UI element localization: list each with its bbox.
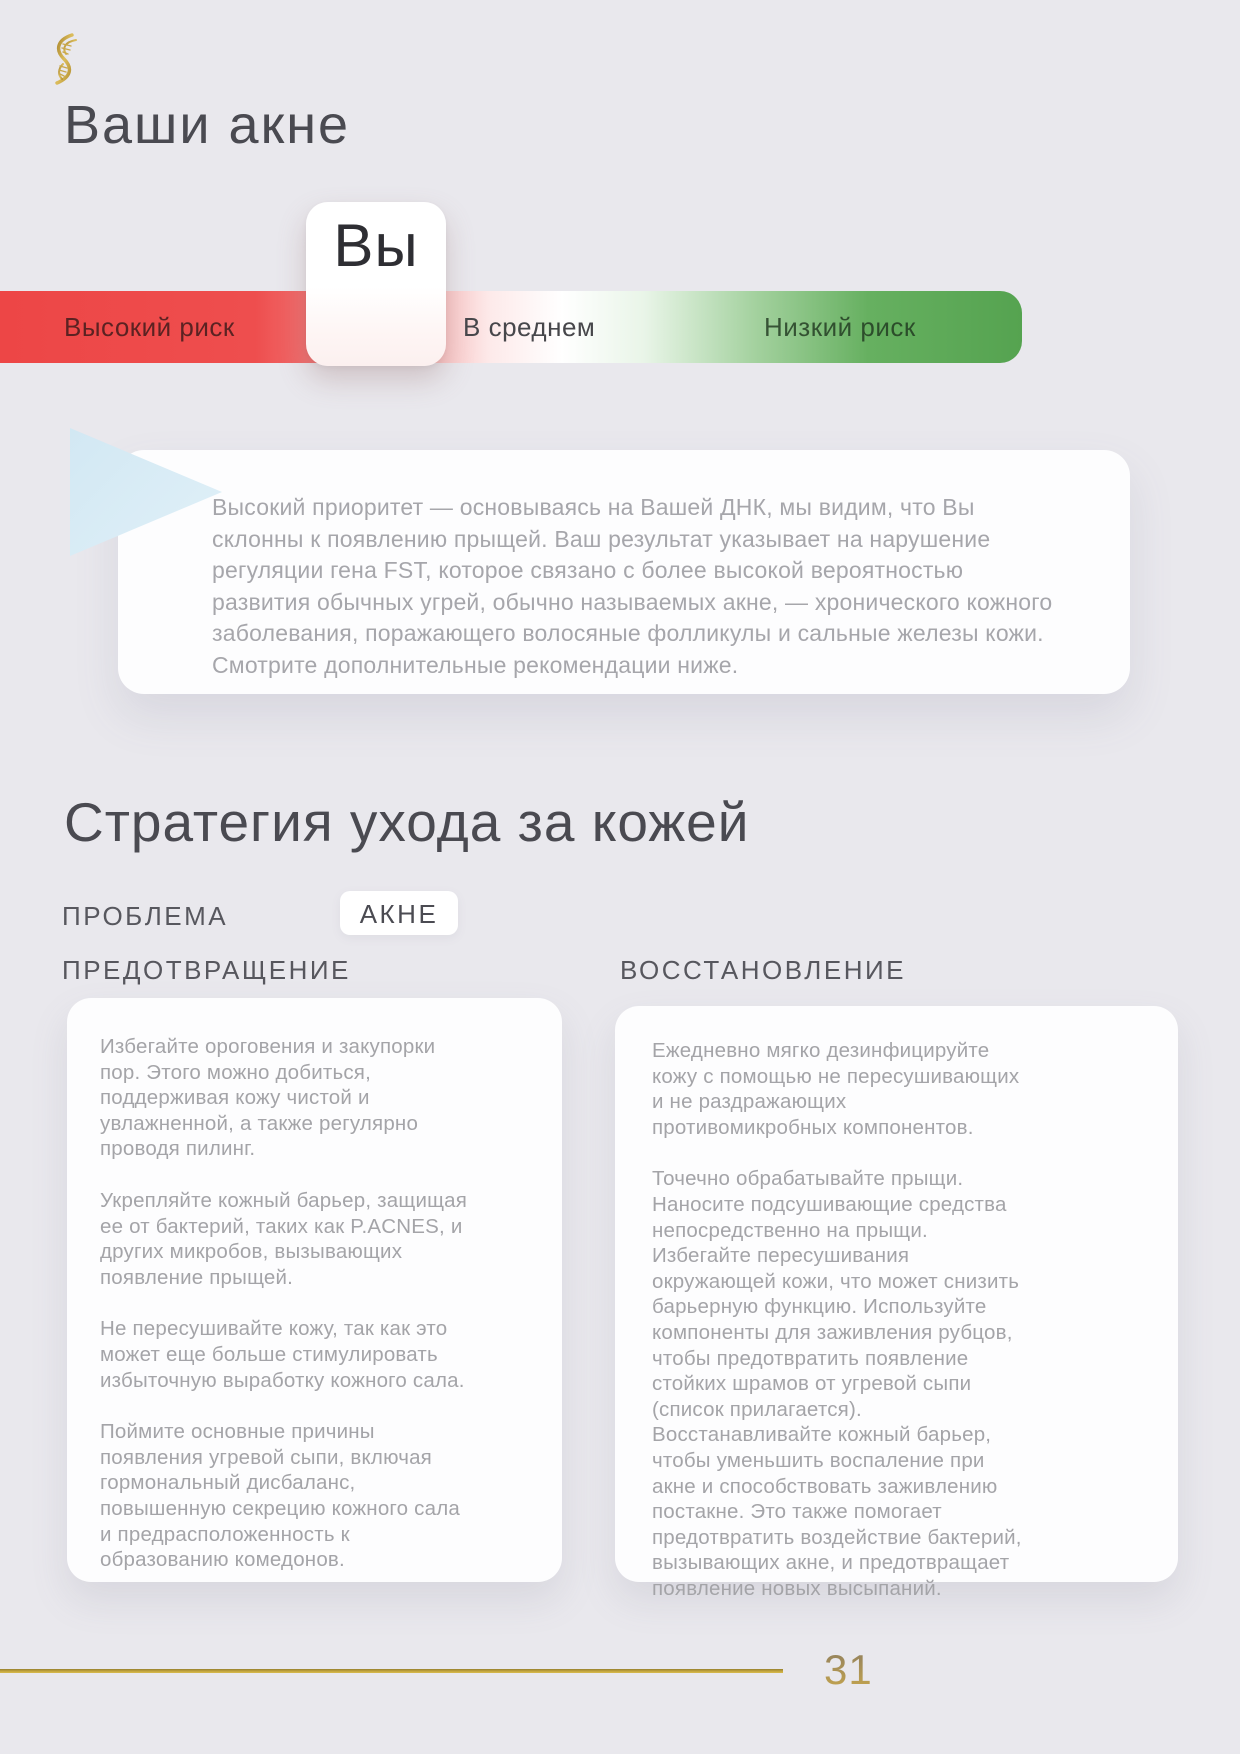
- footer-divider: [0, 1669, 783, 1673]
- column-heading-prevention: ПРЕДОТВРАЩЕНИЕ: [62, 955, 351, 985]
- section-title: Стратегия ухода за кожей: [64, 791, 750, 853]
- page-number: 31: [824, 1646, 873, 1693]
- recovery-card: [615, 1006, 1178, 1600]
- risk-marker-card: [306, 202, 446, 366]
- problem-value-badge: АКНЕ: [340, 891, 458, 935]
- page-title: Ваши акне: [64, 95, 351, 155]
- risk-marker-label: Вы: [333, 212, 419, 279]
- card-paragraph: Поймите основные причины появления угревой сыпи, включая гормональный дисбаланс, повышенную секрецию кожного сала и предрасположенность к образованию комедонов.: [100, 1420, 460, 1572]
- summary-text: Высокий приоритет — основываясь на Вашей ДНК, мы видим, что Вы склонны к появлению прыщей. Ваш результат указывает на нарушение регуляции гена FST, которое связано с более высокой вероятностью развития обычных угрей, обычно называемых акне, — хронического кожного заболевания, поражающего волосяные фолликулы и сальные железы кожи. Смотрите дополнительные рекомендации ниже.: [212, 494, 1053, 678]
- prevention-card: [67, 998, 562, 1582]
- card-paragraph: Укрепляйте кожный барьер, защищая ее от бактерий, таких как P.ACNES, и других микробов, вызывающих появление прыщей.: [100, 1188, 468, 1289]
- card-paragraph: Ежедневно мягко дезинфицируйте кожу с помощью не пересушивающих и не раздражающих противомикробных компонентов.: [652, 1039, 1020, 1139]
- dna-helix-icon: [50, 33, 80, 85]
- risk-gradient-bar: [0, 291, 1022, 363]
- risk-label-low: Низкий риск: [764, 312, 916, 342]
- card-paragraph: Избегайте ороговения и закупорки пор. Этого можно добиться, поддерживая кожу чистой и увлажненной, а также регулярно проводя пилинг.: [100, 1035, 436, 1161]
- risk-label-high: Высокий риск: [64, 312, 235, 342]
- recovery-text: [652, 1038, 1024, 1627]
- card-paragraph: Точечно обрабатывайте прыщи. Наносите подсушивающие средства непосредственно на прыщи. Избегайте пересушивания окружающей кожи, что может снизить барьерную функцию. Используйте компоненты для заживления рубцов, чтобы предотвратить появление стойких шрамов от угревой сыпи (список прилагается). Восстанавливайте кожный барьер, чтобы уменьшить воспаление при акне и способствовать заживлению постакне. Это также помогает предотвратить воздействие бактерий, вызывающих акне, и предотвращает появление новых высыпаний.: [652, 1167, 1022, 1600]
- prevention-text: [100, 1034, 472, 1599]
- card-paragraph: Не пересушивайте кожу, так как это может еще больше стимулировать избыточную выработку кожного сала.: [100, 1317, 465, 1392]
- problem-label: ПРОБЛЕМА: [62, 901, 229, 931]
- risk-label-average: В среднем: [463, 312, 596, 342]
- column-heading-recovery: ВОССТАНОВЛЕНИЕ: [620, 955, 907, 985]
